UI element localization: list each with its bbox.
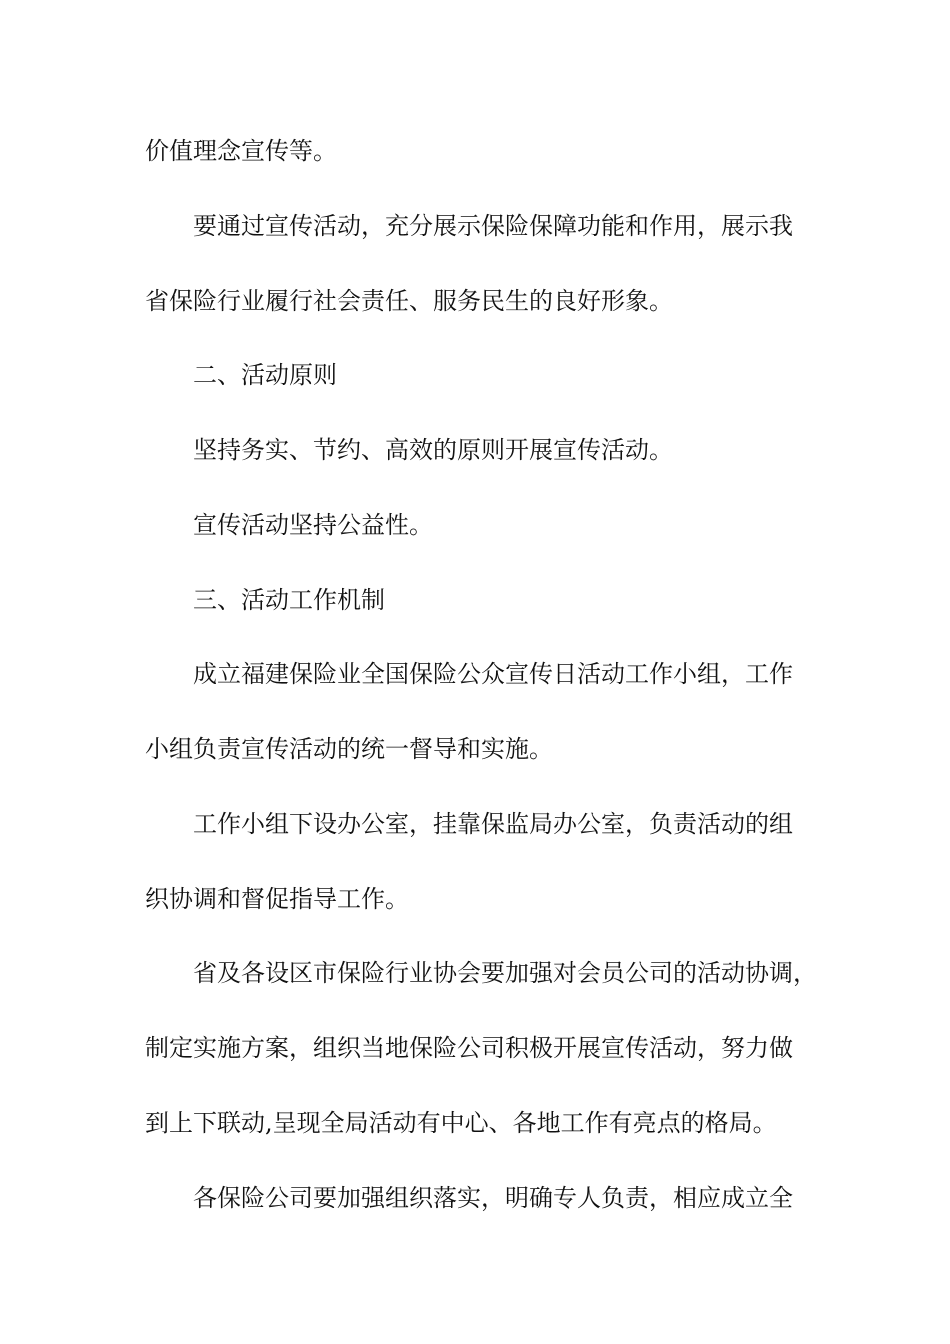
text-line-14: 到上下联动,呈现全局活动有中心、各地工作有亮点的格局。 bbox=[145, 1109, 777, 1137]
text-line-6: 宣传活动坚持公益性。 bbox=[193, 511, 433, 539]
text-line-13: 制定实施方案，组织当地保险公司积极开展宣传活动，努力做 bbox=[145, 1034, 793, 1062]
text-line-12: 省及各设区市保险行业协会要加强对会员公司的活动协调， bbox=[193, 959, 817, 987]
section-heading-principles: 二、活动原则 bbox=[193, 361, 337, 389]
text-line-1: 价值理念宣传等。 bbox=[145, 137, 337, 165]
text-line-9: 小组负责宣传活动的统一督导和实施。 bbox=[145, 735, 553, 763]
text-line-3: 省保险行业履行社会责任、服务民生的良好形象。 bbox=[145, 287, 673, 315]
text-line-2: 要通过宣传活动，充分展示保险保障功能和作用，展示我 bbox=[193, 212, 793, 240]
text-line-11: 织协调和督促指导工作。 bbox=[145, 885, 409, 913]
text-line-10: 工作小组下设办公室，挂靠保监局办公室，负责活动的组 bbox=[193, 810, 793, 838]
text-line-5: 坚持务实、节约、高效的原则开展宣传活动。 bbox=[193, 436, 673, 464]
text-line-8: 成立福建保险业全国保险公众宣传日活动工作小组，工作 bbox=[193, 660, 793, 688]
section-heading-mechanism: 三、活动工作机制 bbox=[193, 586, 385, 614]
text-line-15: 各保险公司要加强组织落实，明确专人负责，相应成立全 bbox=[193, 1184, 793, 1212]
